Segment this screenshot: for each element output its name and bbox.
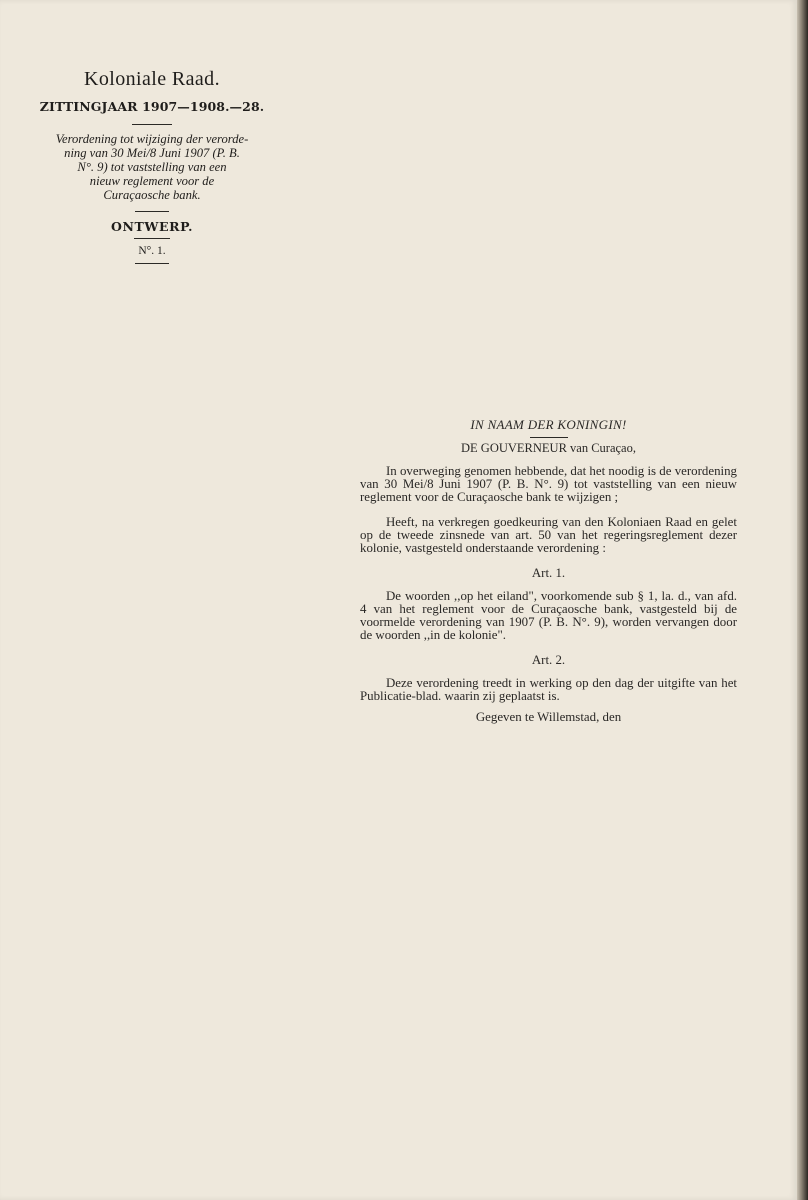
article-1-title: Art. 1. xyxy=(531,566,566,580)
divider xyxy=(530,437,568,438)
article-2-text: Deze verordening treedt in werking op den dag der uitgifte van het Publicatie-blad. waarin zij geplaatst is. xyxy=(360,676,737,703)
draft-label: ONTWERP. xyxy=(110,219,194,234)
subject-line: nieuw reglement voor de xyxy=(89,174,215,188)
article-1-text: De woorden ,,op het eiland", voorkomende sub § 1, la. d., van afd. 4 van het reglement voor de Curaçaosche bank, vastgesteld bij de voormelde verordening van 1907 (P. B. N°. 9), worden vervangen door de woorden ,,in de kolonie". xyxy=(360,589,737,642)
enacted-paragraph: Heeft, na verkregen goedkeuring van den Koloniaen Raad en gelet op de tweede zinsnede van art. 50 van het regeringsreglement dezer kolonie, vastgesteld onderstaande verordening : xyxy=(360,515,737,555)
given-at: Gegeven te Willemstad, den xyxy=(475,710,622,724)
ordinance-text xyxy=(360,418,737,724)
subject-line: Verordening tot wijziging der verorde- xyxy=(55,132,249,146)
governor-line: DE GOUVERNEUR van Curaçao, xyxy=(461,441,636,455)
divider xyxy=(135,263,169,264)
subject xyxy=(20,132,284,202)
subject-line: N°. 9) tot vaststelling van een xyxy=(77,160,227,174)
document-number: N°. 1. xyxy=(138,245,166,257)
divider xyxy=(134,238,170,239)
council-title: Koloniale Raad. xyxy=(84,68,220,90)
page-edge xyxy=(797,0,808,1200)
subject-line: Curaçaosche bank. xyxy=(103,188,201,202)
considering-paragraph: In overweging genomen hebbende, dat het noodig is de verordening van 30 Mei/8 Juni 1907 (P. B. N°. 9) tot vaststelling van een nieuw reglement voor de Curaçaosche bank te wijzigen ; xyxy=(360,464,737,504)
subject-line: ning van 30 Mei/8 Juni 1907 (P. B. xyxy=(64,146,240,160)
divider xyxy=(132,124,172,125)
divider xyxy=(135,211,169,212)
invocation: IN NAAM DER KONINGIN! xyxy=(470,417,627,432)
header-column xyxy=(20,68,284,264)
session-year: ZITTINGJAAR 1907—1908.—28. xyxy=(39,99,265,114)
article-2-title: Art. 2. xyxy=(531,653,566,667)
